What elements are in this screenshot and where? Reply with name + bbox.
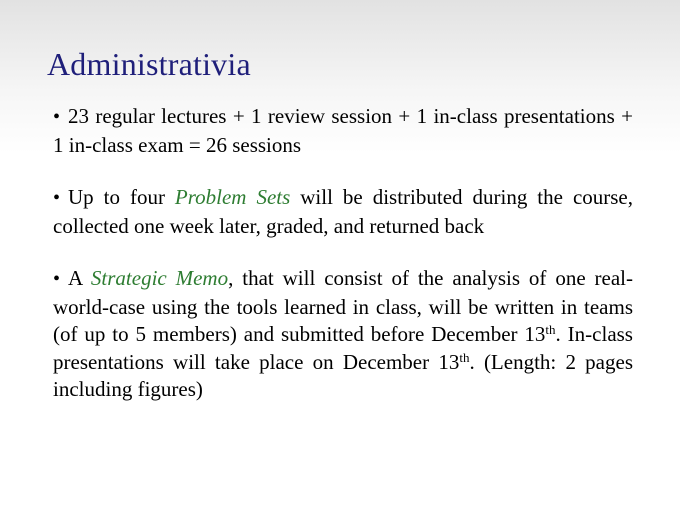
bullet-text-part3: . (Length: 2 pages including figures) bbox=[53, 349, 633, 401]
bullet-text-part2: . In-class presentations will take place on December 13 bbox=[53, 322, 633, 374]
bullet-text-post: will be distributed during the course, collected one week later, graded, and returned back bbox=[53, 185, 633, 238]
problem-sets-emphasis: Problem Sets bbox=[174, 185, 291, 209]
bullet-marker: • bbox=[53, 268, 61, 290]
bullet-text-pre: A bbox=[68, 266, 91, 290]
ordinal-suffix: th bbox=[459, 349, 470, 365]
bullet-text-pre: Up to four bbox=[68, 185, 175, 209]
ordinal-suffix: th bbox=[545, 321, 556, 337]
bullet-text-part1: , that will consist of the analysis of one real-world-case using the tools learned in class, will be written in teams (of up to 5 members) and submitted before December 13 bbox=[53, 266, 633, 346]
bullet-list bbox=[53, 103, 633, 404]
bullet-text: 23 regular lectures + 1 review session + 1 in-class presentations + 1 in-class exam = 26 sessions bbox=[53, 104, 633, 157]
strategic-memo-emphasis: Strategic Memo bbox=[90, 266, 229, 290]
bullet-sessions bbox=[53, 103, 633, 159]
bullet-strategic-memo bbox=[53, 265, 633, 404]
bullet-marker: • bbox=[53, 106, 61, 128]
slide-title: Administrativia bbox=[47, 46, 251, 82]
bullet-marker: • bbox=[53, 187, 61, 209]
bullet-problem-sets bbox=[53, 184, 633, 240]
